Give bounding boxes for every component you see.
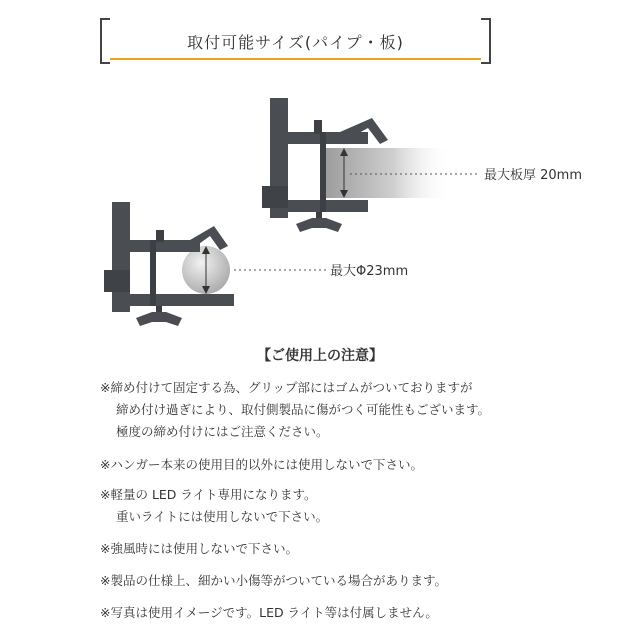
title-bracket-right — [481, 18, 491, 64]
note-line: ※ハンガー本来の使用目的以外には使用しないで下さい。 — [100, 457, 423, 472]
pipe-size-label: 最大Φ23mm — [330, 264, 409, 279]
note-line: 極度の締め付けにはご注意ください。 — [116, 424, 329, 439]
note-line: ※製品の仕様上、細かい小傷等がついている場合があります。 — [100, 573, 447, 588]
pipe-clamp — [104, 202, 408, 326]
lower-post — [112, 202, 130, 312]
note-line: ※写真は使用イメージです。LED ライト等は付属しません。 — [100, 605, 438, 620]
page-title: 取付可能サイズ(パイプ・板) — [187, 33, 404, 52]
note-line: ※軽量の LED ライト専用になります。 — [100, 487, 317, 502]
note-scratches — [100, 570, 447, 592]
plate-size-label: 最大板厚 20mm — [484, 168, 583, 183]
note-line: 重いライトには使用しないで下さい。 — [116, 509, 329, 524]
title-underline — [110, 58, 481, 60]
note-line: ※締め付けて固定する為、グリップ部にはゴムがついておりますが — [100, 380, 473, 395]
note-line: ※強風時には使用しないで下さい。 — [100, 541, 298, 556]
lower-wing-nut — [136, 312, 182, 326]
note-line: 締め付け過ぎにより、取付側製品に傷がつく可能性もございます。 — [116, 402, 491, 417]
plate-clamp — [262, 98, 582, 232]
clamp-illustration — [0, 90, 640, 340]
title-bracket-left — [100, 18, 110, 64]
note-image-only — [100, 602, 438, 624]
notes-heading: 【ご使用上の注意】 — [257, 348, 383, 364]
note-led-only — [100, 484, 328, 528]
note-intended-use — [100, 454, 423, 476]
note-tightening — [100, 377, 490, 443]
upper-wing-nut — [296, 218, 342, 232]
note-strong-wind — [100, 538, 298, 560]
